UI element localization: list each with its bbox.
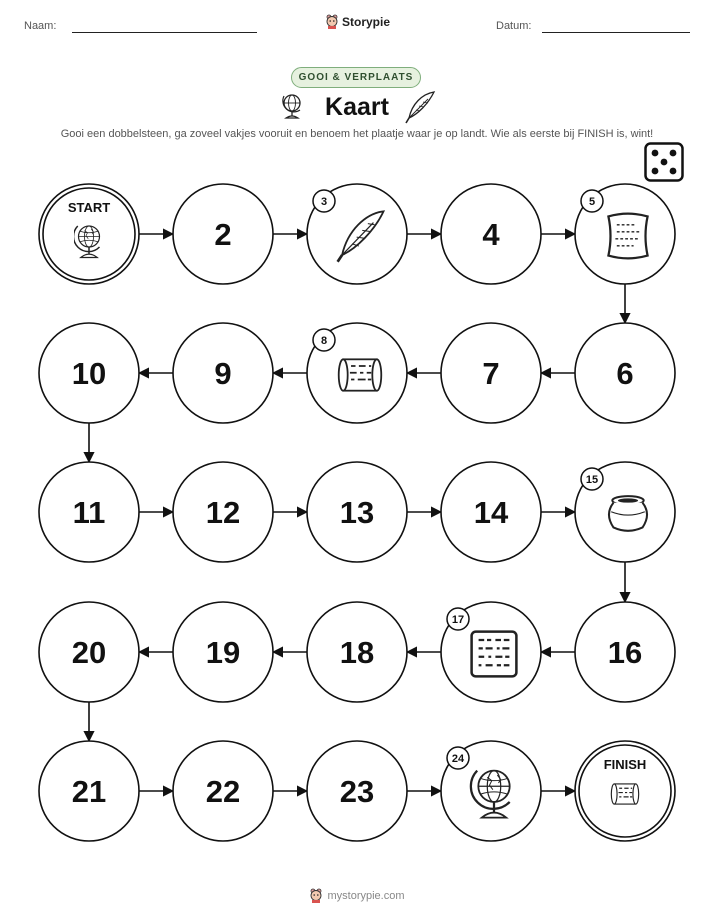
board-space-21 — [39, 741, 139, 841]
space-number-badge: 24 — [451, 753, 465, 765]
space-number: 20 — [71, 635, 107, 670]
space-number: 16 — [607, 635, 643, 670]
space-number: 22 — [205, 774, 241, 809]
footer-site[interactable]: mystorypie.com — [327, 889, 405, 902]
name-label: Naam: — [24, 20, 57, 32]
scroll-icon — [611, 784, 638, 804]
space-number: 21 — [71, 774, 107, 809]
board-space-9 — [173, 323, 273, 423]
instructions: Gooi een dobbelsteen, ga zoveel vakjes vooruit en benoem het plaatje waar je op landt. Wie als eerste bij FINISH is, wint! — [60, 128, 654, 140]
tablet-icon — [472, 632, 517, 677]
space-number: 11 — [72, 495, 106, 530]
board-space-6 — [575, 323, 675, 423]
footer — [0, 888, 714, 903]
space-number-badge: 17 — [451, 614, 465, 626]
board-space-4 — [441, 184, 541, 284]
brand-name: Storypie — [342, 14, 391, 29]
start-label: START — [67, 200, 111, 215]
board-space-11 — [39, 462, 139, 562]
board-space-15 — [575, 462, 675, 562]
board-space-7 — [441, 323, 541, 423]
page-title: Kaart — [325, 93, 389, 121]
finish-label: FINISH — [603, 757, 647, 772]
board-space-13 — [307, 462, 407, 562]
space-number-badge: 5 — [588, 196, 596, 208]
board-space-12 — [173, 462, 273, 562]
board-space-3 — [307, 184, 407, 284]
date-label: Datum: — [496, 20, 532, 32]
space-number-badge: 3 — [320, 196, 328, 208]
space-number: 6 — [616, 356, 634, 391]
board-space-18 — [307, 602, 407, 702]
space-number-badge: 8 — [320, 335, 328, 347]
board-space-10 — [39, 323, 139, 423]
game-type-badge: GOOI & VERPLAATS — [291, 67, 421, 88]
board-space-22 — [173, 741, 273, 841]
space-number: 18 — [339, 635, 375, 670]
scroll-icon — [339, 359, 382, 390]
board-space-8 — [307, 323, 407, 423]
board-space-20 — [39, 602, 139, 702]
mascot-icon — [309, 888, 323, 903]
board-space-19 — [173, 602, 273, 702]
space-number: 13 — [339, 495, 375, 530]
space-number: 2 — [214, 217, 232, 252]
space-number: 7 — [482, 356, 500, 391]
board-space-2 — [173, 184, 273, 284]
space-number-badge: 15 — [585, 474, 599, 486]
board-space-14 — [441, 462, 541, 562]
pot-icon — [609, 496, 647, 531]
space-number: 14 — [473, 495, 509, 530]
board-space-23 — [307, 741, 407, 841]
board-space-5 — [575, 184, 675, 284]
board-space-16 — [575, 602, 675, 702]
space-number: 9 — [214, 356, 232, 391]
space-number: 10 — [71, 356, 107, 391]
board-space-17 — [441, 602, 541, 702]
space-number: 19 — [205, 635, 241, 670]
board-space-finish — [575, 741, 675, 841]
parchment-icon — [608, 214, 647, 259]
board-spaces — [39, 184, 675, 841]
board-space-start — [39, 184, 139, 284]
space-number: 23 — [339, 774, 375, 809]
space-number: 12 — [205, 495, 241, 530]
board-space-24 — [441, 741, 541, 841]
space-number: 4 — [482, 217, 500, 252]
